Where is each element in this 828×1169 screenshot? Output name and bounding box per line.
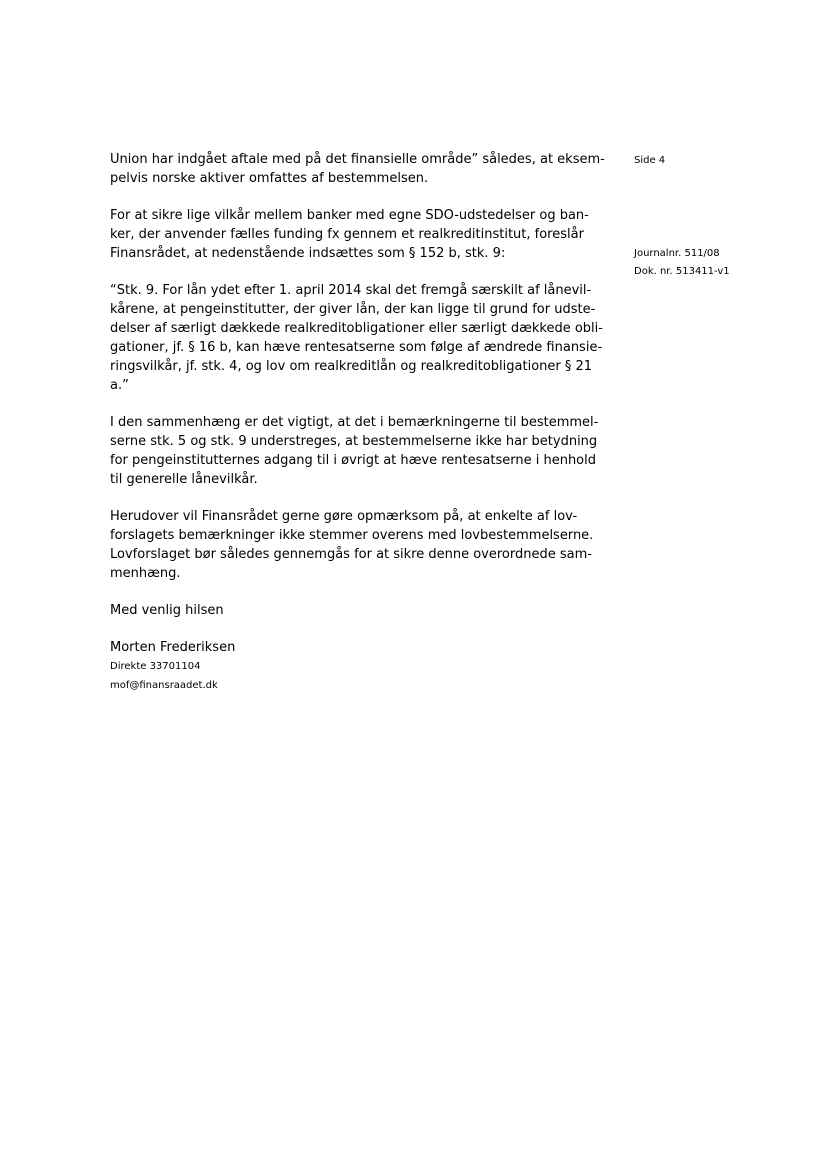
text-line: menhæng.	[110, 566, 181, 581]
closing-salutation: Med venlig hilsen	[110, 603, 224, 618]
journal-number: Journalnr. 511/08	[634, 248, 720, 259]
text-line: ker, der anvender fælles funding fx gennem et realkreditinstitut, foreslår	[110, 227, 584, 242]
signer-phone: Direkte 33701104	[110, 661, 201, 672]
paragraph-further	[110, 507, 600, 583]
text-line: Finansrådet, at nedenstående indsættes som § 152 b, stk. 9:	[110, 246, 506, 261]
text-line: gationer, jf. § 16 b, kan hæve rentesatserne som følge af ændrede finansie-	[110, 340, 603, 355]
paragraph-quoted-provision	[110, 281, 603, 395]
text-line: serne stk. 5 og stk. 9 understreges, at bestemmelserne ikke har betydning	[110, 434, 598, 449]
signature-block	[110, 638, 600, 695]
text-line: I den sammenhæng er det vigtigt, at det i bemærkningerne til bestemmel-	[110, 415, 599, 430]
text-line: til generelle lånevilkår.	[110, 472, 258, 487]
signer-name: Morten Frederiksen	[110, 640, 236, 655]
text-line: Lovforslaget bør således gennemgås for at sikre denne overordnede sam-	[110, 547, 592, 562]
text-line: For at sikre lige vilkår mellem banker med egne SDO-udstedelser og ban-	[110, 208, 589, 223]
letter-body	[110, 150, 605, 695]
signer-email: mof@finansraadet.dk	[110, 680, 218, 691]
paragraph-proposal	[110, 206, 600, 263]
text-line: kårene, at pengeinstitutter, der giver lån, der kan ligge til grund for udste-	[110, 302, 596, 317]
text-line: forslagets bemærkninger ikke stemmer overens med lovbestemmelserne.	[110, 528, 594, 543]
paragraph-remarks	[110, 413, 600, 489]
text-line: ringsvilkår, jf. stk. 4, og lov om realkreditlån og realkreditobligationer § 21	[110, 359, 593, 374]
text-line: “Stk. 9. For lån ydet efter 1. april 2014 skal det fremgå særskilt af lånevil-	[110, 283, 592, 298]
text-line: Herudover vil Finansrådet gerne gøre opmærksom på, at enkelte af lov-	[110, 509, 578, 524]
text-line: Union har indgået aftale med på det finansielle område” således, at eksem-	[110, 152, 605, 167]
text-line: for pengeinstitutternes adgang til i øvrigt at hæve rentesatserne i henhold	[110, 453, 596, 468]
page-number: Side 4	[634, 155, 666, 166]
text-line: a.”	[110, 378, 129, 393]
text-line: delser af særligt dækkede realkreditobligationer eller særligt dækkede obli-	[110, 321, 603, 336]
document-number: Dok. nr. 513411-v1	[634, 266, 730, 277]
document-reference	[634, 245, 730, 281]
paragraph-scope	[110, 150, 605, 188]
text-line: pelvis norske aktiver omfattes af bestemmelsen.	[110, 171, 429, 186]
